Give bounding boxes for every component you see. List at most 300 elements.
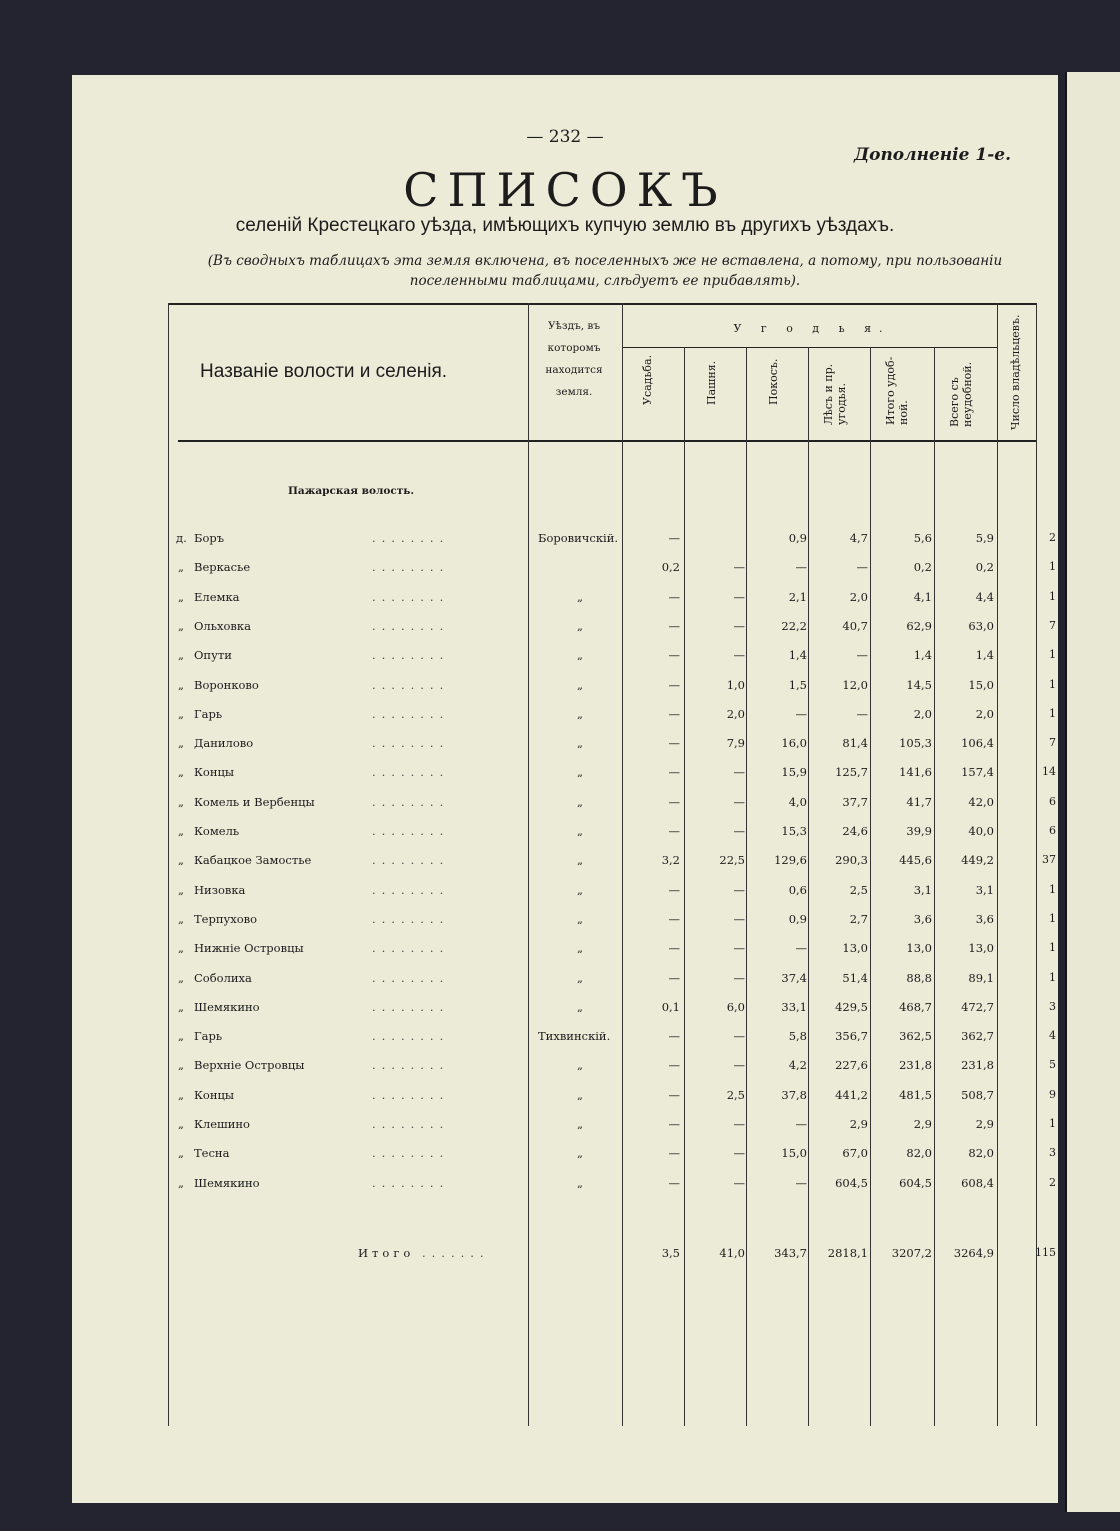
table-row xyxy=(72,912,1058,932)
chislo-cell: 1 xyxy=(1049,882,1056,896)
uezd-cell: „ xyxy=(577,648,583,663)
pokos-cell: 0,9 xyxy=(788,911,807,926)
uezd-cell: „ xyxy=(577,853,583,868)
les-cell: 13,0 xyxy=(842,941,868,956)
village-prefix: „ xyxy=(178,970,184,985)
pokos-cell: — xyxy=(795,1117,807,1131)
table-row xyxy=(72,648,1058,668)
village-name: Гарь xyxy=(194,706,223,721)
vsego-cell: 3,6 xyxy=(975,911,994,926)
les-cell: 67,0 xyxy=(842,1146,868,1161)
pokos-cell: 37,4 xyxy=(781,970,807,985)
chislo-cell: 1 xyxy=(1049,648,1056,662)
usadba-cell: 0,2 xyxy=(661,560,680,575)
pashnya-cell: — xyxy=(733,970,745,985)
pokos-cell: 22,2 xyxy=(781,618,807,633)
header-uezd: Уѣздъ, въ которомъ находится земля. xyxy=(545,320,603,398)
village-prefix: „ xyxy=(178,911,184,926)
table-row xyxy=(72,1176,1058,1196)
chislo-cell: 3 xyxy=(1049,1146,1056,1160)
table-row xyxy=(72,853,1058,873)
village-name: Веркасье xyxy=(194,560,251,575)
usadba-cell: — xyxy=(668,1087,680,1102)
chislo-cell: 1 xyxy=(1049,589,1056,603)
uezd-cell: „ xyxy=(577,1117,583,1131)
pokos-cell: 5,8 xyxy=(788,1029,807,1044)
uezd-cell: „ xyxy=(577,618,583,633)
total-row xyxy=(72,1246,1058,1266)
chislo-cell: 14 xyxy=(1042,765,1056,779)
total-itogo: 3207,2 xyxy=(891,1246,932,1260)
leader-dots: ........ xyxy=(372,1087,450,1102)
itogo-cell: 468,7 xyxy=(899,999,932,1014)
total-leader-dots: ....... xyxy=(422,1246,490,1260)
vsego-cell: 608,4 xyxy=(961,1175,994,1190)
les-cell: 40,7 xyxy=(842,618,868,633)
vsego-cell: 508,7 xyxy=(961,1087,994,1102)
pokos-cell: 15,0 xyxy=(781,1146,807,1161)
itogo-cell: 13,0 xyxy=(906,941,932,956)
village-name: Концы xyxy=(194,1087,235,1102)
itogo-cell: 105,3 xyxy=(899,736,932,751)
itogo-cell: 481,5 xyxy=(899,1087,932,1102)
pashnya-cell: — xyxy=(733,618,745,633)
vsego-cell: 15,0 xyxy=(968,677,994,692)
uezd-cell: „ xyxy=(577,589,583,604)
itogo-cell: 604,5 xyxy=(899,1175,932,1190)
vsego-cell: 4,4 xyxy=(975,589,994,604)
pashnya-cell: 1,0 xyxy=(726,677,745,692)
itogo-cell: 88,8 xyxy=(906,970,932,985)
usadba-cell: — xyxy=(668,911,680,926)
pokos-cell: — xyxy=(795,560,807,575)
vsego-cell: 5,9 xyxy=(975,531,994,545)
vsego-cell: 449,2 xyxy=(961,853,994,868)
chislo-cell: 37 xyxy=(1042,853,1056,867)
village-name: Концы xyxy=(194,765,235,780)
uezd-cell: Тихвинскій. xyxy=(538,1029,611,1044)
table-row xyxy=(72,1029,1058,1049)
table-row xyxy=(72,941,1058,961)
pokos-cell: 0,6 xyxy=(788,882,807,897)
village-name: Терпухово xyxy=(194,911,258,926)
village-prefix: „ xyxy=(178,560,184,575)
usadba-cell: — xyxy=(668,882,680,897)
les-cell: — xyxy=(856,648,868,663)
uezd-cell: „ xyxy=(577,999,583,1014)
pokos-cell: 15,3 xyxy=(781,824,807,838)
pokos-cell: 37,8 xyxy=(781,1087,807,1102)
table-row xyxy=(72,707,1058,727)
vsego-cell: 231,8 xyxy=(961,1058,994,1073)
village-prefix: „ xyxy=(178,1146,184,1161)
usadba-cell: — xyxy=(668,765,680,780)
pashnya-cell: — xyxy=(733,794,745,809)
uezd-cell: „ xyxy=(577,1058,583,1073)
itogo-cell: 14,5 xyxy=(906,677,932,692)
chislo-cell: 5 xyxy=(1049,1058,1056,1072)
chislo-cell: 1 xyxy=(1049,941,1056,955)
pokos-cell: — xyxy=(795,941,807,956)
les-cell: 37,7 xyxy=(842,794,868,809)
les-cell: 441,2 xyxy=(835,1087,868,1102)
village-prefix: „ xyxy=(178,853,184,868)
leader-dots: ........ xyxy=(372,618,450,633)
village-prefix: „ xyxy=(178,706,184,721)
leader-dots: ........ xyxy=(372,736,450,751)
vsego-cell: 3,1 xyxy=(975,882,994,897)
header-chislo: Число владѣльцевъ. xyxy=(1009,314,1022,430)
vsego-cell: 472,7 xyxy=(961,999,994,1014)
header-bottom-rule xyxy=(178,440,1036,442)
chislo-cell: 1 xyxy=(1049,1117,1056,1130)
vsego-cell: 89,1 xyxy=(968,970,994,985)
leader-dots: ........ xyxy=(372,999,450,1014)
pokos-cell: 0,9 xyxy=(788,531,807,545)
usadba-cell: — xyxy=(668,1029,680,1044)
itogo-cell: 231,8 xyxy=(899,1058,932,1073)
table-row xyxy=(72,619,1058,639)
usadba-cell: — xyxy=(668,941,680,956)
village-name: Соболиха xyxy=(194,970,252,985)
pashnya-cell: — xyxy=(733,589,745,604)
village-prefix: д. xyxy=(176,531,187,545)
pashnya-cell: — xyxy=(733,1058,745,1073)
pashnya-cell: — xyxy=(733,560,745,575)
table-row xyxy=(72,590,1058,610)
vsego-cell: 13,0 xyxy=(968,941,994,956)
pashnya-cell: 22,5 xyxy=(719,853,745,868)
les-cell: 2,5 xyxy=(849,882,868,897)
document-page xyxy=(72,75,1058,1503)
chislo-cell: 1 xyxy=(1049,560,1056,574)
les-cell: 125,7 xyxy=(835,765,868,780)
village-name: Шемякино xyxy=(194,1175,260,1190)
village-name: Елемка xyxy=(194,589,240,604)
total-les: 2818,1 xyxy=(827,1246,868,1260)
itogo-cell: 445,6 xyxy=(899,853,932,868)
table-row xyxy=(72,824,1058,844)
leader-dots: ........ xyxy=(372,677,450,692)
usadba-cell: — xyxy=(668,618,680,633)
leader-dots: ........ xyxy=(372,882,450,897)
uezd-cell: „ xyxy=(577,1087,583,1102)
uezd-cell: „ xyxy=(577,677,583,692)
leader-dots: ........ xyxy=(372,853,450,868)
leader-dots: ........ xyxy=(372,648,450,663)
uezd-cell: „ xyxy=(577,911,583,926)
village-prefix: „ xyxy=(178,1175,184,1190)
pokos-cell: 1,4 xyxy=(788,648,807,663)
les-cell: 429,5 xyxy=(835,999,868,1014)
header-itogo: Итого удоб-ной. xyxy=(884,356,910,425)
vsego-cell: 0,2 xyxy=(975,560,994,575)
usadba-cell: — xyxy=(668,531,680,545)
vsego-cell: 40,0 xyxy=(968,824,994,838)
leader-dots: ........ xyxy=(372,765,450,780)
pashnya-cell: 2,5 xyxy=(726,1087,745,1102)
vsego-cell: 82,0 xyxy=(968,1146,994,1161)
pokos-cell: 33,1 xyxy=(781,999,807,1014)
pashnya-cell: — xyxy=(733,824,745,838)
village-name: Боръ xyxy=(194,531,225,545)
itogo-cell: 5,6 xyxy=(913,531,932,545)
table-row xyxy=(72,1000,1058,1020)
itogo-cell: 39,9 xyxy=(906,824,932,838)
chislo-cell: 1 xyxy=(1049,970,1056,984)
chislo-cell: 3 xyxy=(1049,999,1056,1013)
village-name: Низовка xyxy=(194,882,246,897)
uezd-cell: „ xyxy=(577,941,583,956)
usadba-cell: — xyxy=(668,648,680,663)
itogo-cell: 41,7 xyxy=(906,794,932,809)
pokos-cell: 2,1 xyxy=(788,589,807,604)
village-prefix: „ xyxy=(178,1029,184,1044)
village-prefix: „ xyxy=(178,824,184,838)
pokos-cell: 16,0 xyxy=(781,736,807,751)
usadba-cell: — xyxy=(668,794,680,809)
pokos-cell: 129,6 xyxy=(774,853,807,868)
village-prefix: „ xyxy=(178,648,184,663)
chislo-cell: 6 xyxy=(1049,824,1056,837)
pashnya-cell: — xyxy=(733,1146,745,1161)
itogo-cell: 141,6 xyxy=(899,765,932,780)
leader-dots: ........ xyxy=(372,794,450,809)
table-row xyxy=(72,1146,1058,1166)
leader-dots: ........ xyxy=(372,911,450,926)
uezd-cell: Боровичскій. xyxy=(538,531,619,545)
les-cell: 2,7 xyxy=(849,911,868,926)
village-name: Клешино xyxy=(194,1117,250,1131)
itogo-cell: 0,2 xyxy=(913,560,932,575)
leader-dots: ........ xyxy=(372,970,450,985)
usadba-cell: — xyxy=(668,706,680,721)
uezd-cell: „ xyxy=(577,765,583,780)
usadba-cell: 3,2 xyxy=(661,853,680,868)
les-cell: 227,6 xyxy=(835,1058,868,1073)
total-vsego: 3264,9 xyxy=(953,1246,994,1260)
chislo-cell: 6 xyxy=(1049,794,1056,808)
usadba-cell: — xyxy=(668,1175,680,1190)
leader-dots: ........ xyxy=(372,941,450,956)
vsego-cell: 1,4 xyxy=(975,648,994,663)
table-row xyxy=(72,795,1058,815)
itogo-cell: 2,9 xyxy=(913,1117,932,1131)
itogo-cell: 82,0 xyxy=(906,1146,932,1161)
chislo-cell: 2 xyxy=(1049,1175,1056,1189)
leader-dots: ........ xyxy=(372,1117,450,1131)
usadba-cell: — xyxy=(668,1117,680,1131)
table-row xyxy=(72,736,1058,756)
vsego-cell: 106,4 xyxy=(961,736,994,751)
itogo-cell: 62,9 xyxy=(906,618,932,633)
village-name: Кабацкое Замостье xyxy=(194,853,312,868)
vsego-cell: 63,0 xyxy=(968,618,994,633)
les-cell: 12,0 xyxy=(842,677,868,692)
pokos-cell: — xyxy=(795,706,807,721)
village-name: Ольховка xyxy=(194,618,251,633)
pokos-cell: 15,9 xyxy=(781,765,807,780)
les-cell: — xyxy=(856,560,868,575)
village-prefix: „ xyxy=(178,941,184,956)
chislo-cell: 7 xyxy=(1049,736,1056,750)
supplement-label: Дополненіе 1-е. xyxy=(853,145,1011,165)
usadba-cell: — xyxy=(668,589,680,604)
les-cell: 24,6 xyxy=(842,824,868,838)
header-name: Названіе волости и селенія. xyxy=(200,361,448,382)
les-cell: — xyxy=(856,706,868,721)
les-cell: 81,4 xyxy=(842,736,868,751)
itogo-cell: 2,0 xyxy=(913,706,932,721)
usadba-cell: — xyxy=(668,1058,680,1073)
document-title: СПИСОКЪ xyxy=(403,163,727,217)
total-usadba: 3,5 xyxy=(661,1246,680,1260)
leader-dots: ........ xyxy=(372,1146,450,1161)
next-page-edge xyxy=(1065,72,1120,1512)
leader-dots: ........ xyxy=(372,589,450,604)
uezd-cell: „ xyxy=(577,736,583,751)
table-row xyxy=(72,531,1058,551)
uezd-cell: „ xyxy=(577,882,583,897)
uezd-cell: „ xyxy=(577,794,583,809)
pokos-cell: 4,2 xyxy=(788,1058,807,1073)
ugodya-rule xyxy=(622,347,997,348)
table-row xyxy=(72,560,1058,580)
les-cell: 4,7 xyxy=(849,531,868,545)
village-name: Гарь xyxy=(194,1029,223,1044)
uezd-cell: „ xyxy=(577,970,583,985)
table-row xyxy=(72,1058,1058,1078)
pashnya-cell: 6,0 xyxy=(726,999,745,1014)
uezd-cell: „ xyxy=(577,1146,583,1161)
leader-dots: ........ xyxy=(372,1058,450,1073)
page-number: — 232 — xyxy=(526,127,604,147)
chislo-cell: 2 xyxy=(1049,531,1056,544)
village-prefix: „ xyxy=(178,794,184,809)
village-name: Шемякино xyxy=(194,999,260,1014)
usadba-cell: — xyxy=(668,736,680,751)
les-cell: 2,0 xyxy=(849,589,868,604)
uezd-cell: „ xyxy=(577,1175,583,1190)
pashnya-cell: 2,0 xyxy=(726,706,745,721)
total-chislo: 115 xyxy=(1035,1246,1056,1259)
vsego-cell: 42,0 xyxy=(968,794,994,809)
leader-dots: ........ xyxy=(372,560,450,575)
itogo-cell: 3,6 xyxy=(913,911,932,926)
vsego-cell: 2,9 xyxy=(975,1117,994,1131)
leader-dots: ........ xyxy=(372,1175,450,1190)
usadba-cell: — xyxy=(668,970,680,985)
total-pokos: 343,7 xyxy=(774,1246,807,1260)
document-note: (Въ сводныхъ таблицахъ эта земля включена, въ поселенныхъ же не вставлена, а потому, при пользованіи поселенными таблицами, слѣдуетъ ее прибавлять). xyxy=(207,253,1003,289)
village-name: Данилово xyxy=(194,736,254,751)
village-name: Нижніе Островцы xyxy=(194,941,304,956)
total-label: Итого xyxy=(358,1246,415,1260)
vsego-cell: 157,4 xyxy=(961,765,994,780)
chislo-cell: 1 xyxy=(1049,706,1056,720)
village-prefix: „ xyxy=(178,618,184,633)
usadba-cell: — xyxy=(668,677,680,692)
table-row xyxy=(72,971,1058,991)
leader-dots: ........ xyxy=(372,824,450,838)
village-name: Воронково xyxy=(194,677,259,692)
volost-heading: Пажарская волость. xyxy=(288,485,415,497)
usadba-cell: — xyxy=(668,824,680,838)
pokos-cell: 1,5 xyxy=(788,677,807,692)
itogo-cell: 1,4 xyxy=(913,648,932,663)
uezd-cell: „ xyxy=(577,706,583,721)
pokos-cell: — xyxy=(795,1175,807,1190)
pashnya-cell: — xyxy=(733,911,745,926)
les-cell: 2,9 xyxy=(849,1117,868,1131)
village-name: Опути xyxy=(194,648,232,663)
total-pashnya: 41,0 xyxy=(719,1246,745,1260)
les-cell: 51,4 xyxy=(842,970,868,985)
itogo-cell: 3,1 xyxy=(913,882,932,897)
vsego-cell: 2,0 xyxy=(975,706,994,721)
uezd-cell: „ xyxy=(577,824,583,838)
header-pashnya: Пашня. xyxy=(705,360,718,405)
table-row xyxy=(72,678,1058,698)
pashnya-cell: — xyxy=(733,648,745,663)
village-prefix: „ xyxy=(178,677,184,692)
pashnya-cell: — xyxy=(733,941,745,956)
header-pokos: Покосъ. xyxy=(767,358,780,405)
itogo-cell: 4,1 xyxy=(913,589,932,604)
village-prefix: „ xyxy=(178,1087,184,1102)
les-cell: 604,5 xyxy=(835,1175,868,1190)
pashnya-cell: — xyxy=(733,1175,745,1190)
chislo-cell: 1 xyxy=(1049,677,1056,691)
village-prefix: „ xyxy=(178,882,184,897)
village-name: Верхніе Островцы xyxy=(194,1058,305,1073)
header-vsego: Всего съ неудобной. xyxy=(948,361,974,427)
chislo-cell: 7 xyxy=(1049,618,1056,632)
leader-dots: ........ xyxy=(372,531,450,545)
table-row xyxy=(72,1117,1058,1137)
village-prefix: „ xyxy=(178,736,184,751)
table-row xyxy=(72,883,1058,903)
pashnya-cell: — xyxy=(733,1117,745,1131)
chislo-cell: 4 xyxy=(1049,1029,1056,1043)
pashnya-cell: — xyxy=(733,1029,745,1044)
les-cell: 356,7 xyxy=(835,1029,868,1044)
pashnya-cell: — xyxy=(733,882,745,897)
village-name: Комель и Вербенцы xyxy=(194,794,315,809)
village-prefix: „ xyxy=(178,1058,184,1073)
leader-dots: ........ xyxy=(372,1029,450,1044)
pokos-cell: 4,0 xyxy=(788,794,807,809)
table-row xyxy=(72,1088,1058,1108)
vsego-cell: 362,7 xyxy=(961,1029,994,1044)
pashnya-cell: — xyxy=(733,765,745,780)
usadba-cell: — xyxy=(668,1146,680,1161)
village-name: Комель xyxy=(194,824,240,838)
pashnya-cell: 7,9 xyxy=(726,736,745,751)
chislo-cell: 9 xyxy=(1049,1087,1056,1101)
village-name: Тесна xyxy=(194,1146,230,1161)
village-prefix: „ xyxy=(178,589,184,604)
header-usadba: Усадьба. xyxy=(641,354,654,405)
table-top-rule xyxy=(168,303,1036,305)
document-subtitle: селеній Крестецкаго уѣзда, имѣющихъ купчую землю въ другихъ уѣздахъ. xyxy=(235,215,895,236)
table-row xyxy=(72,765,1058,785)
itogo-cell: 362,5 xyxy=(899,1029,932,1044)
les-cell: 290,3 xyxy=(835,853,868,868)
usadba-cell: 0,1 xyxy=(661,999,680,1014)
village-prefix: „ xyxy=(178,999,184,1014)
village-prefix: „ xyxy=(178,1117,184,1131)
